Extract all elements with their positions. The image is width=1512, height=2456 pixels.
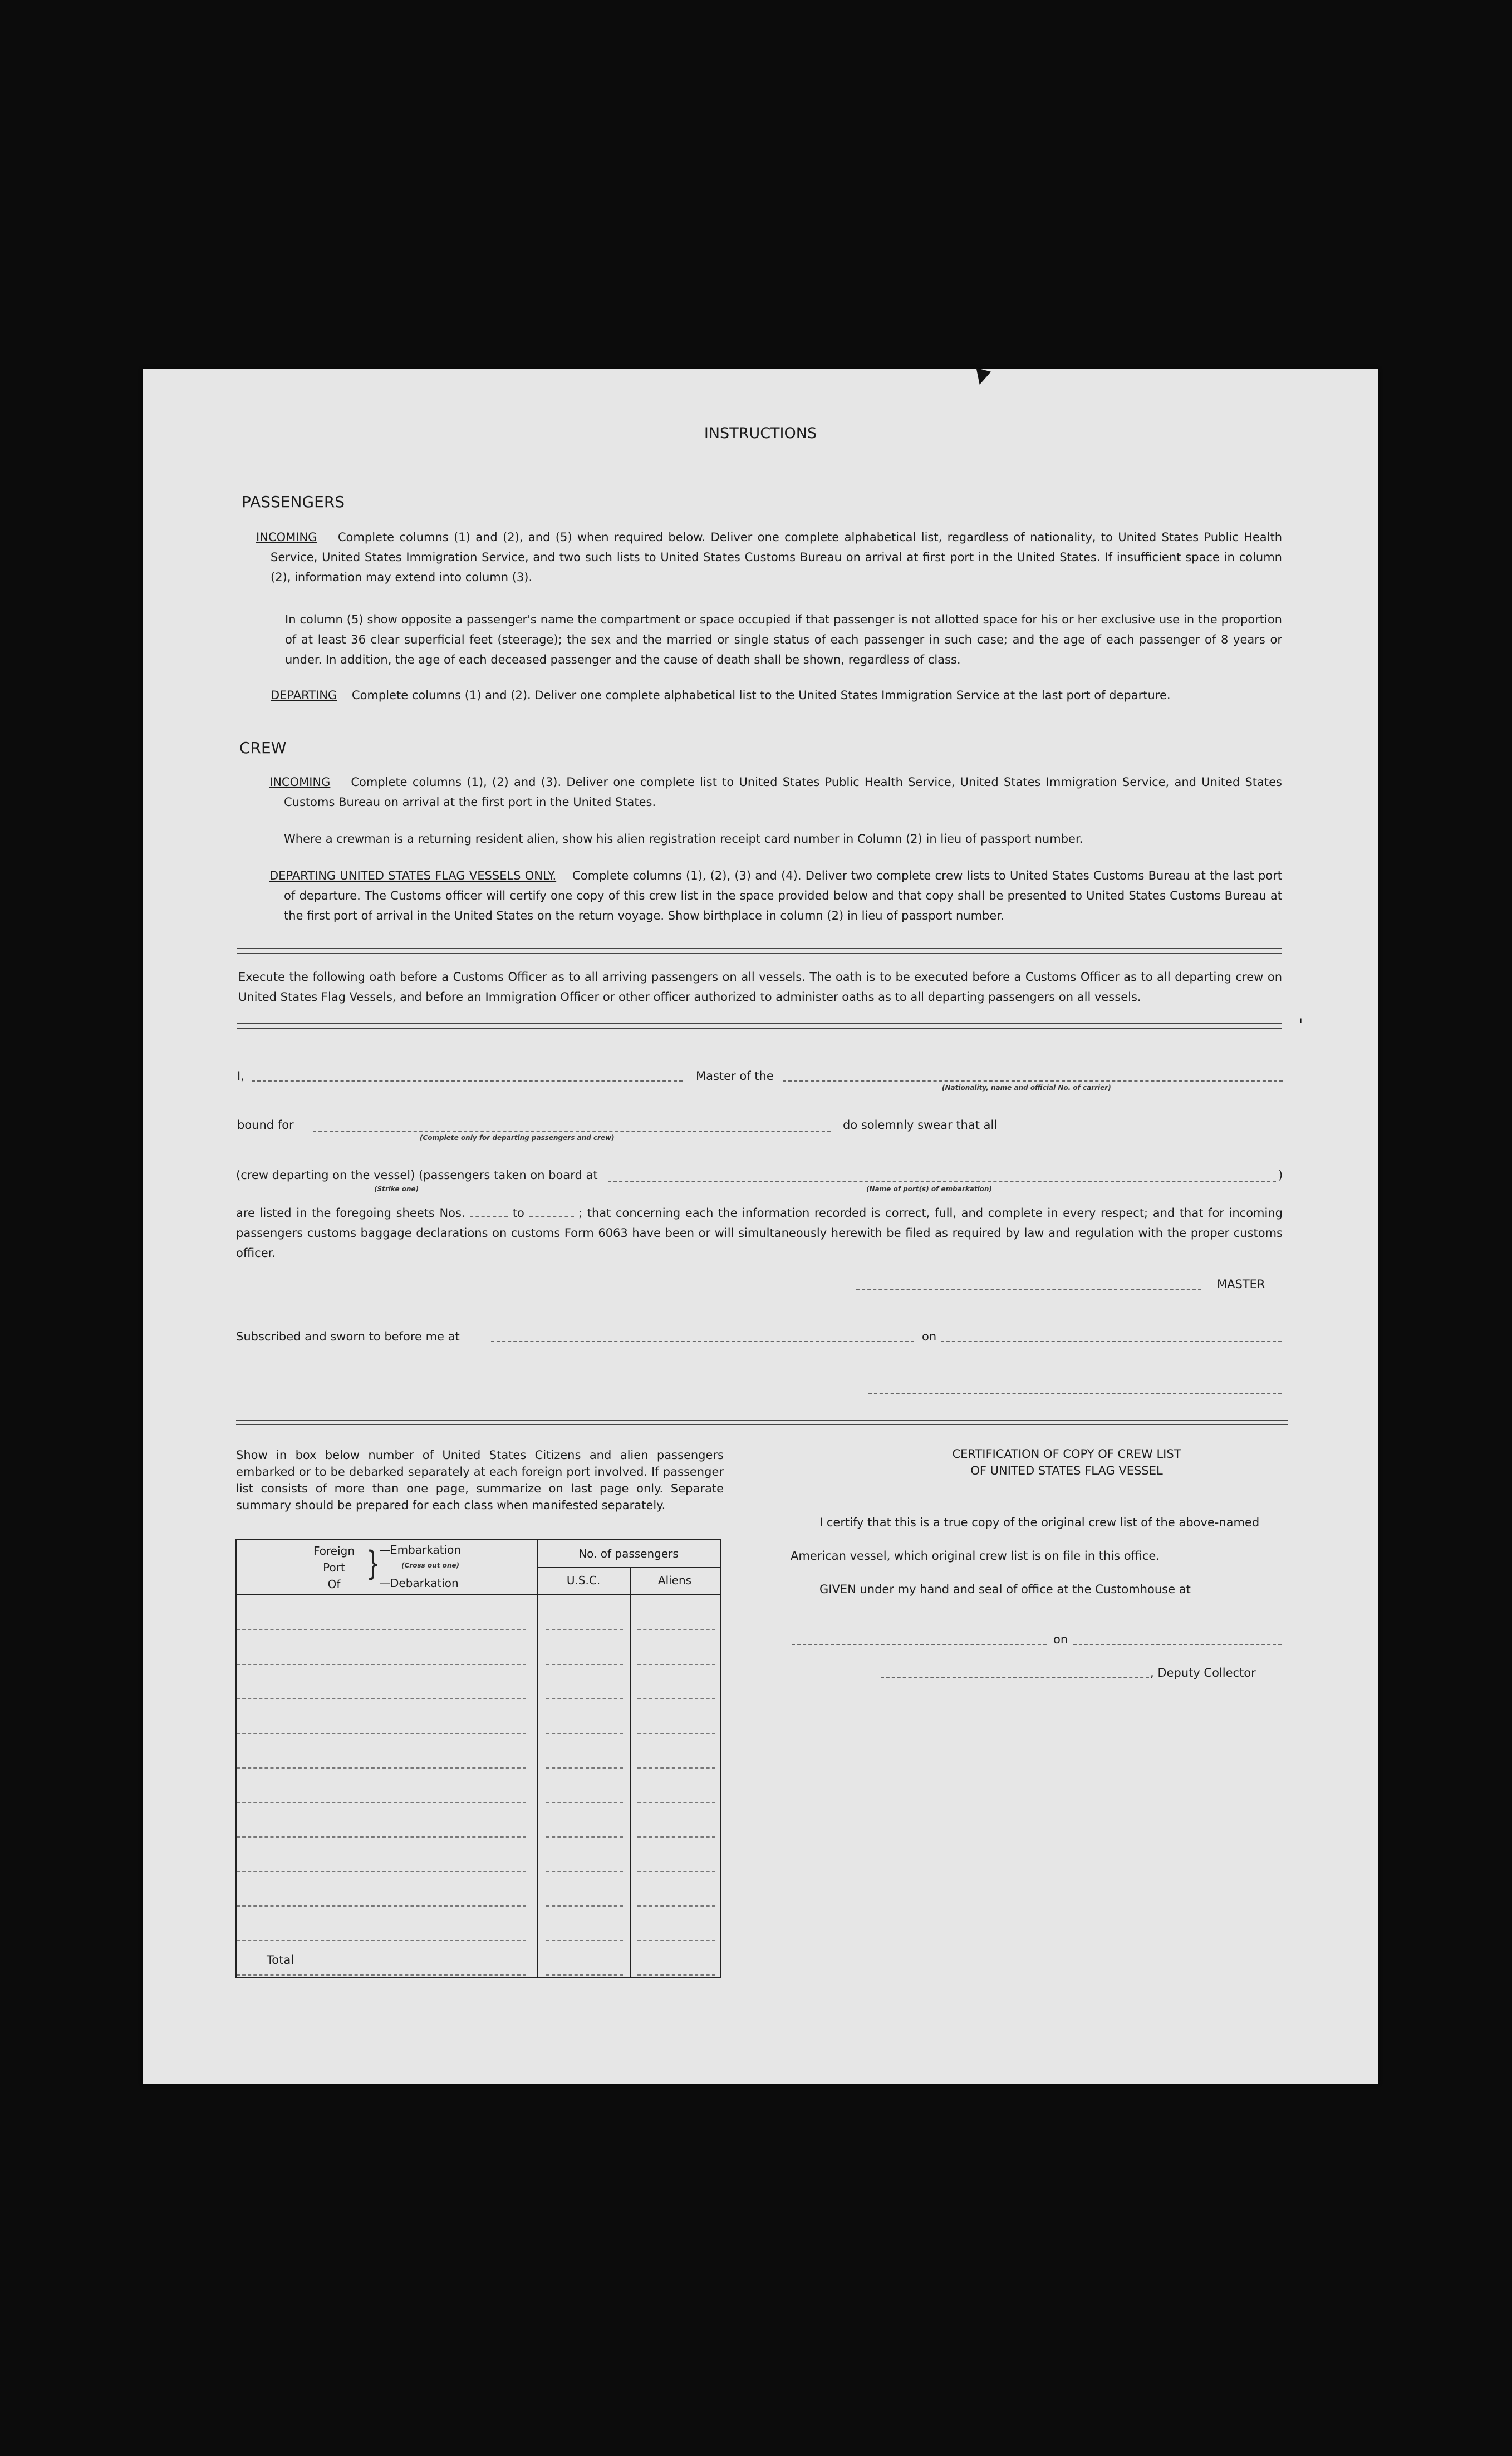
summary-entry-line[interactable] xyxy=(546,1698,623,1699)
summary-entry-line[interactable] xyxy=(546,1733,623,1734)
master-signature-field[interactable] xyxy=(856,1289,1201,1290)
oath-listed-to: to xyxy=(512,1206,524,1220)
summary-entry-line[interactable] xyxy=(546,1905,623,1907)
oath-on: on xyxy=(922,1330,937,1343)
instructions-title: INSTRUCTIONS xyxy=(704,425,817,442)
certification-date-field[interactable] xyxy=(1073,1644,1282,1645)
oath-intro: Execute the following oath before a Customs Officer as to all arriving passengers on all vessels. The oath is to be executed before a Customs Officer as to all departing crew on United States Flag Vessels, and before an Immigration Officer or other officer authorized to administer oaths as to all departing passengers on all vessels. xyxy=(238,970,1282,1004)
summary-entry-line[interactable] xyxy=(237,1940,526,1941)
summary-entry-line[interactable] xyxy=(237,1629,526,1630)
crew-incoming-text: Complete columns (1), (2) and (3). Deliver one complete list to United States Public Health Service, United States Immigration Service, and United States Customs Bureau on arrival at the first port in the United States. xyxy=(284,775,1282,809)
summary-entry-line[interactable] xyxy=(637,1733,715,1734)
summary-entry-line[interactable] xyxy=(546,1836,623,1838)
summary-instructions: Show in box below number of United States Citizens and alien passengers embarked or to be debarked separately at each foreign port involved. If passenger list consists of more than one page, summarize on last page only. Separate summary should be prepared for each class when manifested separately. xyxy=(236,1448,724,1512)
oath-master-of: Master of the xyxy=(696,1069,774,1083)
table-divider xyxy=(237,1594,720,1595)
no-passengers-header: No. of passengers xyxy=(578,1547,679,1560)
cross-out-note: (Cross out one) xyxy=(401,1561,460,1569)
summary-entry-line[interactable] xyxy=(546,1767,623,1769)
summary-entry-line[interactable] xyxy=(237,1664,526,1665)
crew-departing-text: Complete columns (1), (2), (3) and (4). Deliver two complete crew lists to United States Customs Bureau at the last port of departure. The Customs officer will certify one copy of this crew list in the space provided below and that copy shall be presented to United States Customs Bureau at the first port of arrival in the United States on the return voyage. Show birthplace in column (2) in lieu of passport number. xyxy=(284,869,1283,922)
crew-incoming-paragraph xyxy=(269,772,1282,812)
sheet-from-field[interactable] xyxy=(470,1216,508,1217)
master-label: MASTER xyxy=(1217,1278,1265,1291)
passenger-summary-table xyxy=(235,1539,721,1978)
summary-entry-line[interactable] xyxy=(637,1905,715,1907)
embarkation-port-field[interactable] xyxy=(608,1181,1276,1182)
certification-title-1: CERTIFICATION OF COPY OF CREW LIST xyxy=(952,1447,1181,1461)
passengers-incoming-label: INCOMING xyxy=(256,531,317,544)
summary-entry-line[interactable] xyxy=(637,1629,715,1630)
summary-entry-line[interactable] xyxy=(546,1802,623,1803)
section-rule xyxy=(236,1420,1288,1425)
sworn-place-field[interactable] xyxy=(491,1341,914,1342)
table-divider xyxy=(537,1540,538,1977)
summary-entry-line[interactable] xyxy=(237,1733,526,1734)
summary-entry-line[interactable] xyxy=(637,1802,715,1803)
oath-bound-for: bound for xyxy=(237,1118,294,1132)
corner-mark: ▼ xyxy=(971,363,993,389)
given-line: GIVEN under my hand and seal of office at the Customhouse at xyxy=(819,1583,1191,1596)
section-rule xyxy=(237,948,1282,954)
oath-close-paren: ) xyxy=(1278,1168,1283,1182)
summary-entry-line[interactable] xyxy=(546,1629,623,1630)
summary-entry-line[interactable] xyxy=(546,1940,623,1941)
section-rule xyxy=(237,1023,1282,1029)
total-label: Total xyxy=(267,1953,294,1967)
deputy-signature-field[interactable] xyxy=(881,1677,1149,1678)
oath-crew-line: (crew departing on the vessel) (passengers taken on board at xyxy=(236,1168,598,1182)
summary-entry-line[interactable] xyxy=(237,1974,526,1976)
of-label: Of xyxy=(327,1578,341,1591)
bound-note: (Complete only for departing passengers and crew) xyxy=(420,1134,615,1142)
embark-note: (Name of port(s) of embarkation) xyxy=(866,1185,992,1193)
embarkation-label[interactable]: —Embarkation xyxy=(379,1543,462,1556)
crew-resident-text: Where a crewman is a returning resident alien, show his alien registration receipt card number in Column (2) in lieu of passport number. xyxy=(284,832,1083,846)
summary-entry-line[interactable] xyxy=(546,1871,623,1872)
certify-line-1: I certify that this is a true copy of the original crew list of the above-named xyxy=(819,1516,1260,1529)
table-divider xyxy=(630,1567,631,1977)
aliens-header: Aliens xyxy=(657,1574,692,1587)
summary-entry-line[interactable] xyxy=(637,1974,715,1976)
passengers-incoming-paragraph xyxy=(256,527,1282,587)
oath-i-label: I, xyxy=(237,1069,244,1083)
table-divider xyxy=(537,1567,720,1568)
summary-entry-line[interactable] xyxy=(546,1664,623,1665)
summary-entry-line[interactable] xyxy=(237,1802,526,1803)
summary-entry-line[interactable] xyxy=(237,1871,526,1872)
sheet-to-field[interactable] xyxy=(529,1216,574,1217)
crew-departing-label: DEPARTING UNITED STATES FLAG VESSELS ONLY. xyxy=(269,869,557,882)
oath-swear: do solemnly swear that all xyxy=(843,1118,998,1132)
customhouse-field[interactable] xyxy=(792,1644,1047,1645)
oath-subscribed: Subscribed and sworn to before me at xyxy=(236,1330,460,1343)
bound-for-field[interactable] xyxy=(313,1131,831,1132)
crew-incoming-label: INCOMING xyxy=(269,775,331,789)
margin-mark: ˌ xyxy=(1298,1007,1303,1025)
carrier-field[interactable] xyxy=(783,1080,1283,1082)
summary-entry-line[interactable] xyxy=(637,1698,715,1699)
passengers-departing-paragraph xyxy=(271,685,1282,705)
summary-entry-line[interactable] xyxy=(637,1940,715,1941)
summary-entry-line[interactable] xyxy=(637,1836,715,1838)
certification-title-2: OF UNITED STATES FLAG VESSEL xyxy=(970,1464,1163,1477)
deputy-collector-label: , Deputy Collector xyxy=(1150,1666,1256,1679)
passengers-departing-label: DEPARTING xyxy=(271,689,337,702)
passengers-column5-text: In column (5) show opposite a passenger's name the compartment or space occupied if that passenger is not allotted space for his or her exclusive use in the proportion of at least 36 clear superficial feet (steerage); the sex and the married or single status of each passenger in such case; and the age of each passenger of 8 years or under. In addition, the age of each deceased passenger and the cause of death shall be shown, regardless of class. xyxy=(285,613,1282,666)
usc-header: U.S.C. xyxy=(566,1574,601,1587)
summary-entry-line[interactable] xyxy=(237,1767,526,1769)
master-name-field[interactable] xyxy=(252,1080,683,1082)
crew-departing-paragraph xyxy=(269,866,1283,926)
summary-entry-line[interactable] xyxy=(237,1905,526,1907)
officer-signature-field[interactable] xyxy=(868,1393,1282,1394)
certify-line-2: American vessel, which original crew list is on file in this office. xyxy=(791,1549,1160,1563)
certification-on: on xyxy=(1053,1633,1068,1646)
crew-heading: CREW xyxy=(239,739,287,757)
passengers-heading: PASSENGERS xyxy=(242,493,345,511)
sworn-date-field[interactable] xyxy=(941,1341,1282,1342)
summary-entry-line[interactable] xyxy=(637,1767,715,1769)
debarkation-label[interactable]: —Debarkation xyxy=(379,1576,459,1590)
summary-entry-line[interactable] xyxy=(637,1871,715,1872)
oath-listed-paragraph xyxy=(236,1203,1283,1263)
passengers-incoming-text: Complete columns (1) and (2), and (5) when required below. Deliver one complete alphabetical list, regardless of nationality, to United States Public Health Service, United States Immigration Service, and two such lists to United States Customs Bureau on arrival at first port in the United States. If insufficient space in column (2), information may extend into column (3). xyxy=(271,531,1282,584)
brace-icon: } xyxy=(366,1544,380,1583)
passengers-departing-text: Complete columns (1) and (2). Deliver one complete alphabetical list to the United States Immigration Service at the last port of departure. xyxy=(351,689,1171,702)
summary-entry-line[interactable] xyxy=(637,1664,715,1665)
carrier-note: (Nationality, name and official No. of carrier) xyxy=(942,1084,1111,1092)
strike-note: (Strike one) xyxy=(374,1185,419,1193)
summary-entry-line[interactable] xyxy=(237,1698,526,1699)
summary-entry-line[interactable] xyxy=(546,1974,623,1976)
summary-entry-line[interactable] xyxy=(237,1836,526,1838)
oath-listed-b: ; that concerning each the information recorded is correct, full, and complete in every respect; and that for incoming passengers customs baggage declarations on customs Form 6063 have been or will simultaneously herewith be filed as required by law and regulation with the proper customs officer. xyxy=(236,1206,1283,1260)
form-page xyxy=(143,363,1378,2084)
oath-listed-a: are listed in the foregoing sheets Nos. xyxy=(236,1206,465,1220)
foreign-label: Foreign xyxy=(313,1544,355,1558)
port-label: Port xyxy=(323,1561,345,1574)
